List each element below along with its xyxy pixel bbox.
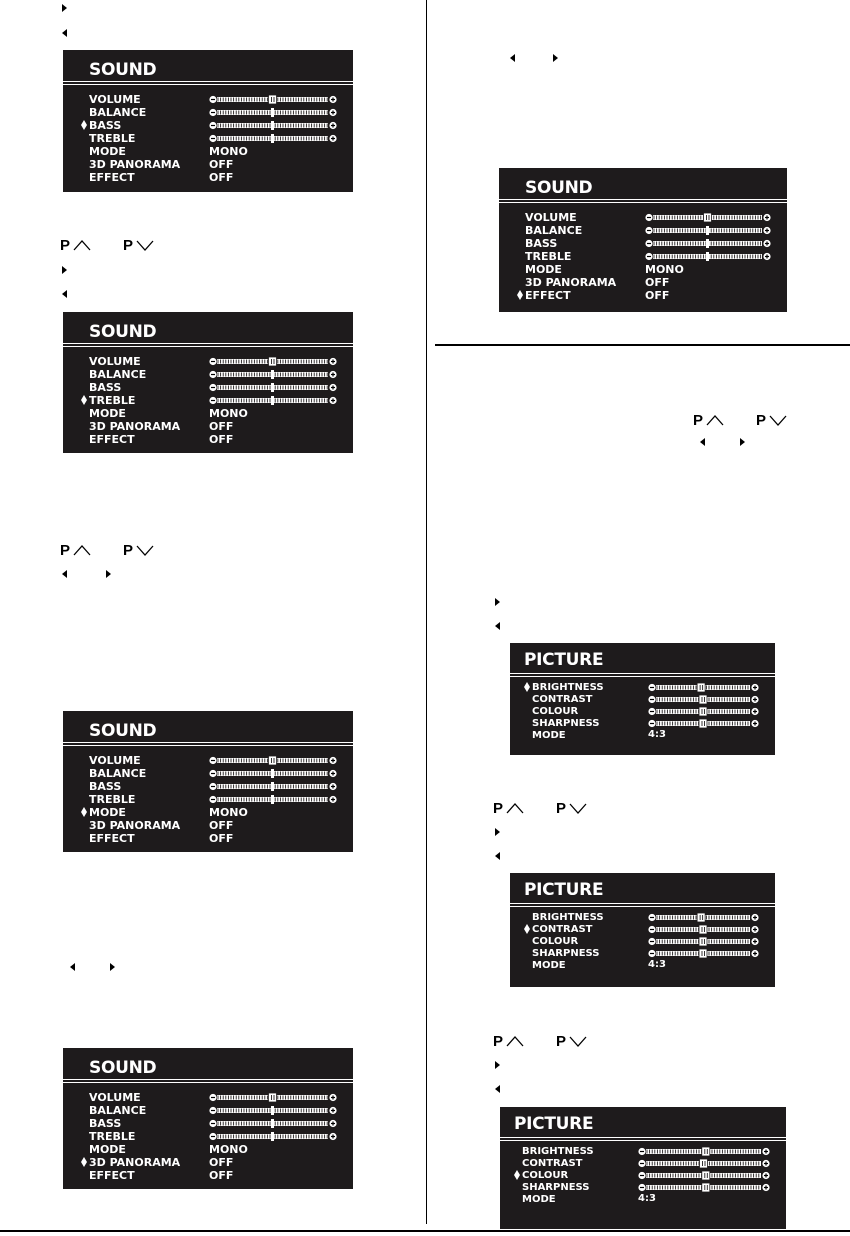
menu-row-mode[interactable]: [89, 806, 126, 819]
menu-row-3d-panorama[interactable]: [525, 276, 616, 289]
menu-item-label: 3D PANORAMA: [525, 276, 617, 289]
menu-item-label: BALANCE: [525, 224, 583, 237]
menu-item-value[interactable]: MONO: [209, 806, 248, 819]
level-slider[interactable]: [648, 683, 759, 692]
menu-title: SOUND: [89, 1058, 157, 1078]
menu-item-label: MODE: [89, 407, 126, 420]
right-arrow-icon: [740, 438, 745, 446]
menu-item-label: TREBLE: [89, 394, 136, 407]
menu-item-label: MODE: [525, 263, 562, 276]
level-slider[interactable]: [648, 719, 759, 728]
left-arrow-icon: [495, 852, 500, 860]
p-key-label: P: [556, 1032, 567, 1050]
chevron-down-icon: [569, 1035, 587, 1047]
title-underline: [500, 1137, 786, 1138]
menu-item-label: BRIGHTNESS: [532, 682, 604, 693]
chevron-down-icon: [136, 239, 154, 251]
right-arrow-icon: [553, 54, 558, 62]
menu-title: SOUND: [525, 178, 593, 198]
menu-row-mode[interactable]: [525, 263, 562, 276]
menu-item-value[interactable]: OFF: [209, 1156, 234, 1169]
selection-pointer-icon: [514, 1170, 520, 1180]
title-underline: [510, 903, 775, 904]
p-down-key-icon: [556, 1033, 587, 1049]
p-key-label: P: [493, 799, 504, 817]
level-slider[interactable]: [648, 937, 759, 946]
menu-row-mode[interactable]: [89, 145, 126, 158]
level-slider[interactable]: [648, 913, 759, 922]
menu-item-label: MODE: [522, 1194, 556, 1205]
p-key-label: P: [123, 541, 134, 559]
menu-item-label: CONTRAST: [522, 1158, 583, 1169]
menu-row-treble[interactable]: [89, 1130, 135, 1143]
level-slider[interactable]: [209, 1119, 337, 1128]
level-slider[interactable]: [209, 108, 337, 117]
level-slider[interactable]: [645, 252, 771, 261]
menu-item-label: BRIGHTNESS: [522, 1146, 594, 1157]
menu-row-effect[interactable]: [89, 832, 135, 845]
menu-item-label: BALANCE: [89, 106, 147, 119]
left-arrow-icon: [70, 963, 75, 971]
title-underline: [63, 1082, 353, 1083]
menu-item-label: 3D PANORAMA: [89, 819, 181, 832]
menu-title: PICTURE: [514, 1114, 594, 1134]
menu-item-value[interactable]: OFF: [209, 832, 234, 845]
title-underline: [510, 673, 775, 674]
level-slider[interactable]: [648, 925, 759, 934]
menu-item-label: SHARPNESS: [532, 718, 600, 729]
title-underline: [510, 676, 775, 677]
menu-item-value[interactable]: MONO: [209, 1143, 248, 1156]
menu-item-value[interactable]: 4:3: [638, 1193, 656, 1204]
picture-menu-panel: [510, 643, 775, 755]
p-up-key-icon: [693, 412, 724, 428]
menu-item-label: BASS: [89, 1117, 122, 1130]
menu-row-effect[interactable]: [89, 1169, 135, 1182]
p-down-key-icon: [556, 800, 587, 816]
level-slider[interactable]: [638, 1183, 770, 1192]
level-slider[interactable]: [209, 121, 337, 130]
menu-row-treble[interactable]: [89, 793, 135, 806]
menu-item-label: VOLUME: [89, 1091, 141, 1104]
menu-item-label: BALANCE: [89, 368, 147, 381]
right-arrow-icon: [495, 598, 500, 606]
menu-item-label: MODE: [89, 806, 126, 819]
chevron-up-icon: [73, 544, 91, 556]
menu-title: SOUND: [89, 60, 157, 80]
menu-item-label: BASS: [89, 381, 122, 394]
level-slider[interactable]: [648, 695, 759, 704]
right-arrow-icon: [62, 4, 67, 12]
p-down-key-icon: [756, 412, 787, 428]
menu-row-effect[interactable]: [525, 289, 571, 302]
level-slider[interactable]: [645, 213, 771, 222]
p-key-label: P: [693, 411, 704, 429]
menu-item-value[interactable]: MONO: [209, 145, 248, 158]
menu-row-bass[interactable]: [525, 237, 557, 250]
menu-item-label: BALANCE: [89, 767, 147, 780]
menu-item-label: VOLUME: [89, 355, 141, 368]
menu-item-value[interactable]: OFF: [209, 158, 234, 171]
menu-item-label: CONTRAST: [532, 694, 593, 705]
menu-row-mode[interactable]: [532, 729, 566, 742]
level-slider[interactable]: [209, 134, 337, 143]
menu-title: PICTURE: [524, 880, 604, 900]
level-slider[interactable]: [645, 239, 771, 248]
p-key-label: P: [123, 236, 134, 254]
left-arrow-icon: [510, 54, 515, 62]
menu-row-mode[interactable]: [522, 1193, 556, 1206]
page-bottom-rule: [0, 1230, 850, 1232]
level-slider[interactable]: [209, 370, 337, 379]
menu-row-mode[interactable]: [89, 407, 126, 420]
menu-row-volume[interactable]: [89, 1091, 141, 1104]
menu-item-label: EFFECT: [89, 1169, 135, 1182]
right-arrow-icon: [110, 963, 115, 971]
menu-row-balance[interactable]: [89, 767, 146, 780]
menu-item-label: BASS: [89, 780, 122, 793]
menu-row-3d-panorama[interactable]: [89, 420, 180, 433]
menu-item-label: SHARPNESS: [532, 948, 600, 959]
level-slider[interactable]: [209, 756, 337, 765]
right-arrow-icon: [62, 266, 67, 274]
sound-menu-panel: [63, 1048, 353, 1189]
sound-menu-panel: [63, 312, 353, 453]
p-key-label: P: [60, 236, 71, 254]
menu-row-bass[interactable]: [89, 780, 121, 793]
title-underline: [499, 199, 787, 200]
menu-row-effect[interactable]: [89, 171, 135, 184]
level-slider[interactable]: [209, 795, 337, 804]
menu-row-balance[interactable]: [525, 224, 582, 237]
level-slider[interactable]: [648, 707, 759, 716]
menu-row-3d-panorama[interactable]: [89, 1156, 180, 1169]
menu-item-label: TREBLE: [89, 1130, 136, 1143]
menu-row-treble[interactable]: [525, 250, 571, 263]
menu-item-label: VOLUME: [525, 211, 577, 224]
left-arrow-icon: [62, 29, 67, 37]
menu-title: SOUND: [89, 322, 157, 342]
menu-row-3d-panorama[interactable]: [89, 819, 180, 832]
left-arrow-icon: [495, 622, 500, 630]
menu-item-label: BASS: [525, 237, 558, 250]
title-underline: [63, 343, 353, 344]
chevron-down-icon: [769, 414, 787, 426]
menu-item-label: COLOUR: [532, 706, 579, 717]
menu-item-value[interactable]: OFF: [645, 276, 670, 289]
column-divider: [426, 0, 427, 1224]
left-arrow-icon: [62, 290, 67, 298]
menu-item-label: MODE: [89, 1143, 126, 1156]
p-key-label: P: [493, 1032, 504, 1050]
p-up-key-icon: [60, 237, 91, 253]
menu-item-value[interactable]: OFF: [209, 1169, 234, 1182]
chevron-up-icon: [706, 414, 724, 426]
menu-row-effect[interactable]: [89, 433, 135, 446]
menu-item-label: COLOUR: [532, 936, 579, 947]
menu-row-volume[interactable]: [89, 355, 141, 368]
title-underline: [63, 346, 353, 347]
level-slider[interactable]: [638, 1159, 770, 1168]
right-arrow-icon: [495, 828, 500, 836]
sound-menu-panel: [499, 168, 787, 312]
menu-row-volume[interactable]: [89, 93, 141, 106]
chevron-down-icon: [569, 802, 587, 814]
menu-row-volume[interactable]: [89, 754, 141, 767]
chevron-up-icon: [506, 802, 524, 814]
chevron-down-icon: [136, 544, 154, 556]
menu-item-label: VOLUME: [89, 754, 141, 767]
menu-item-label: BALANCE: [89, 1104, 147, 1117]
menu-item-label: EFFECT: [89, 832, 135, 845]
level-slider[interactable]: [648, 949, 759, 958]
menu-item-value[interactable]: OFF: [209, 171, 234, 184]
title-underline: [63, 84, 353, 85]
menu-row-mode[interactable]: [89, 1143, 126, 1156]
left-arrow-icon: [62, 570, 67, 578]
menu-item-label: MODE: [89, 145, 126, 158]
level-slider[interactable]: [209, 383, 337, 392]
title-underline: [63, 745, 353, 746]
selection-pointer-icon: [517, 290, 523, 300]
right-arrow-icon: [495, 1061, 500, 1069]
title-underline: [63, 742, 353, 743]
p-up-key-icon: [493, 1033, 524, 1049]
title-underline: [63, 81, 353, 82]
level-slider[interactable]: [209, 1132, 337, 1141]
p-up-key-icon: [493, 800, 524, 816]
level-slider[interactable]: [209, 769, 337, 778]
menu-row-bass[interactable]: [89, 381, 121, 394]
level-slider[interactable]: [209, 357, 337, 366]
p-down-key-icon: [123, 237, 154, 253]
menu-row-balance[interactable]: [89, 1104, 146, 1117]
menu-item-value[interactable]: 4:3: [648, 959, 666, 970]
chevron-up-icon: [506, 1035, 524, 1047]
selection-pointer-icon: [524, 924, 530, 934]
menu-item-value[interactable]: OFF: [209, 433, 234, 446]
level-slider[interactable]: [638, 1147, 770, 1156]
menu-row-3d-panorama[interactable]: [89, 158, 180, 171]
menu-item-label: MODE: [532, 730, 566, 741]
level-slider[interactable]: [645, 226, 771, 235]
p-key-label: P: [60, 541, 71, 559]
menu-item-label: MODE: [532, 960, 566, 971]
level-slider[interactable]: [209, 396, 337, 405]
menu-item-value[interactable]: OFF: [645, 289, 670, 302]
menu-item-label: EFFECT: [89, 433, 135, 446]
menu-row-bass[interactable]: [89, 119, 121, 132]
title-underline: [510, 906, 775, 907]
menu-item-label: 3D PANORAMA: [89, 158, 181, 171]
menu-item-value[interactable]: MONO: [209, 407, 248, 420]
menu-row-volume[interactable]: [525, 211, 577, 224]
section-divider: [435, 344, 850, 346]
menu-item-label: BRIGHTNESS: [532, 912, 604, 923]
p-down-key-icon: [123, 542, 154, 558]
title-underline: [500, 1140, 786, 1141]
menu-row-balance[interactable]: [89, 368, 146, 381]
menu-item-label: BASS: [89, 119, 122, 132]
menu-item-label: TREBLE: [525, 250, 572, 263]
menu-row-treble[interactable]: [89, 132, 135, 145]
menu-item-label: TREBLE: [89, 793, 136, 806]
left-arrow-icon: [700, 438, 705, 446]
level-slider[interactable]: [209, 1106, 337, 1115]
selection-pointer-icon: [81, 120, 87, 130]
chevron-up-icon: [73, 239, 91, 251]
menu-item-value[interactable]: OFF: [209, 819, 234, 832]
level-slider[interactable]: [209, 1093, 337, 1102]
menu-row-mode[interactable]: [532, 959, 566, 972]
p-key-label: P: [756, 411, 767, 429]
menu-item-label: EFFECT: [89, 171, 135, 184]
right-arrow-icon: [106, 570, 111, 578]
selection-pointer-icon: [524, 682, 530, 692]
level-slider[interactable]: [209, 782, 337, 791]
menu-row-bass[interactable]: [89, 1117, 121, 1130]
menu-item-label: EFFECT: [525, 289, 571, 302]
title-underline: [499, 202, 787, 203]
menu-item-value[interactable]: 4:3: [648, 729, 666, 740]
sound-menu-panel: [63, 50, 353, 192]
selection-pointer-icon: [81, 807, 87, 817]
left-arrow-icon: [495, 1085, 500, 1093]
menu-item-label: COLOUR: [522, 1170, 569, 1181]
sound-menu-panel: [63, 711, 353, 852]
menu-item-value[interactable]: MONO: [645, 263, 684, 276]
menu-item-label: VOLUME: [89, 93, 141, 106]
menu-item-label: TREBLE: [89, 132, 136, 145]
title-underline: [63, 1079, 353, 1080]
menu-item-label: 3D PANORAMA: [89, 420, 181, 433]
menu-item-label: SHARPNESS: [522, 1182, 590, 1193]
picture-menu-panel: [510, 873, 775, 987]
p-up-key-icon: [60, 542, 91, 558]
level-slider[interactable]: [209, 95, 337, 104]
selection-pointer-icon: [81, 1157, 87, 1167]
level-slider[interactable]: [638, 1171, 770, 1180]
menu-item-label: 3D PANORAMA: [89, 1156, 181, 1169]
picture-menu-panel: [500, 1107, 786, 1229]
menu-row-balance[interactable]: [89, 106, 146, 119]
menu-item-label: CONTRAST: [532, 924, 593, 935]
menu-item-value[interactable]: OFF: [209, 420, 234, 433]
selection-pointer-icon: [81, 395, 87, 405]
menu-row-treble[interactable]: [89, 394, 135, 407]
menu-title: SOUND: [89, 721, 157, 741]
menu-title: PICTURE: [524, 650, 604, 670]
p-key-label: P: [556, 799, 567, 817]
